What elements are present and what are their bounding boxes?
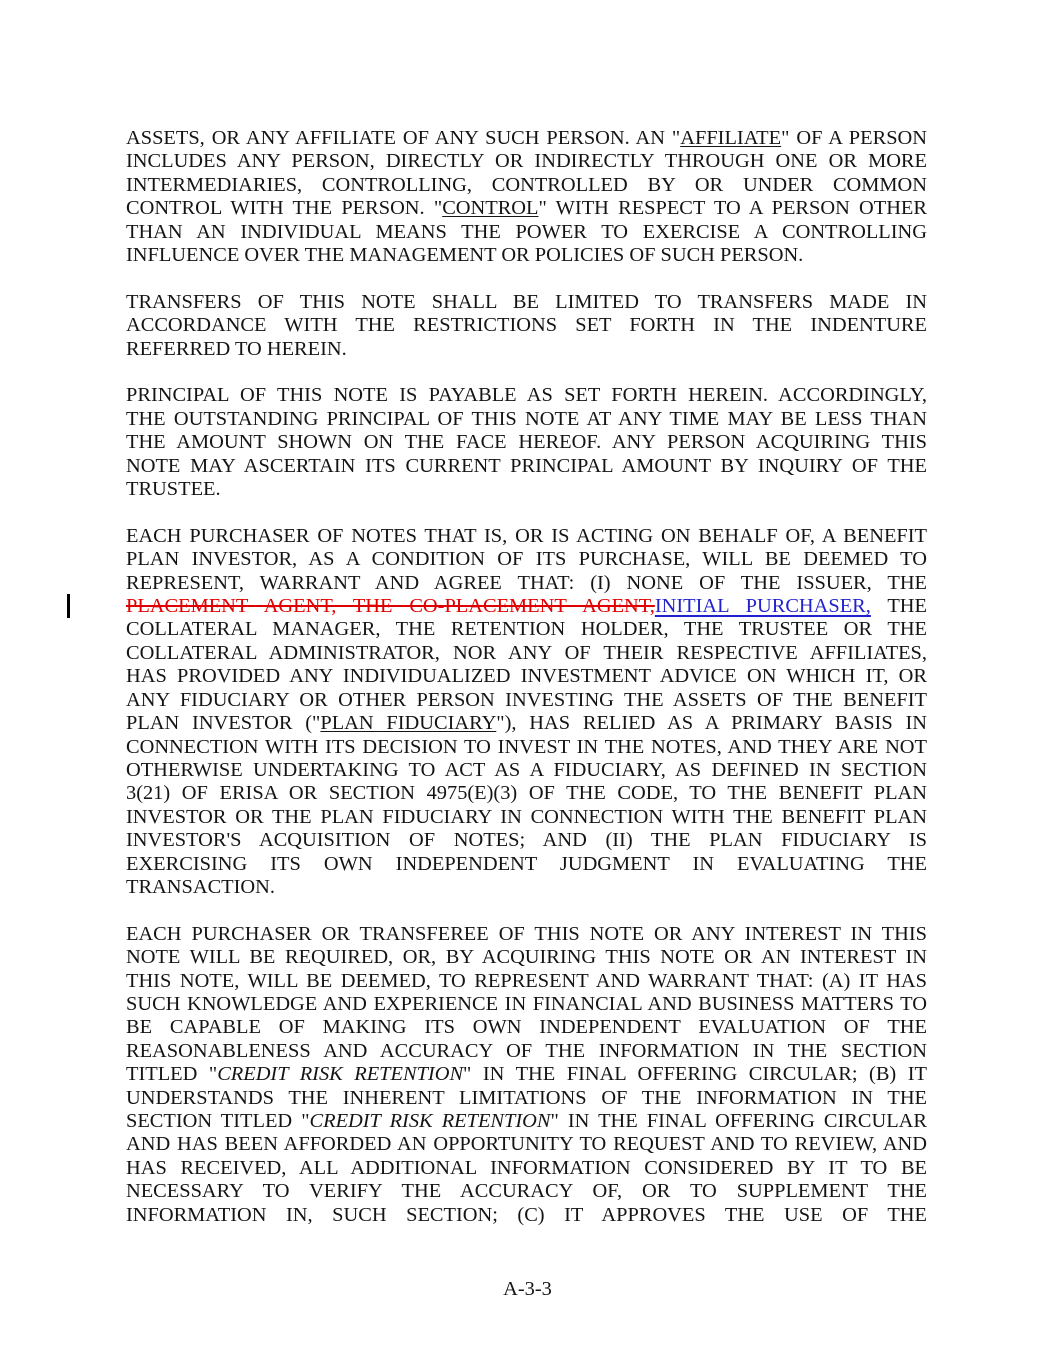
text-run: " IN THE FINAL OFFERING CIRCULAR; (B) IT bbox=[463, 1063, 927, 1086]
text-line bbox=[126, 782, 927, 805]
text-run: REPRESENT, WARRANT AND AGREE THAT: (I) NONE OF THE ISSUER, THE bbox=[126, 571, 927, 594]
text-run: TRANSFERS OF THIS NOTE SHALL BE LIMITED TO TRANSFERS MADE IN bbox=[126, 290, 927, 313]
text-run: TITLED " bbox=[126, 1063, 218, 1086]
text-line bbox=[126, 1040, 927, 1063]
text-run: ANY FIDUCIARY OR OTHER PERSON INVESTING THE ASSETS OF THE BENEFIT bbox=[126, 688, 927, 711]
text-run: REFERRED TO HEREIN. bbox=[126, 337, 347, 360]
text-line bbox=[126, 712, 927, 735]
text-run: NOTE MAY ASCERTAIN ITS CURRENT PRINCIPAL AMOUNT BY INQUIRY OF THE bbox=[126, 454, 927, 477]
text-line bbox=[126, 455, 927, 478]
text-line bbox=[126, 759, 927, 782]
text-line bbox=[126, 689, 927, 712]
text-run: ACCORDANCE WITH THE RESTRICTIONS SET FORTH IN THE INDENTURE bbox=[126, 314, 927, 337]
text-line bbox=[126, 923, 927, 946]
text-run: THE bbox=[870, 595, 927, 618]
text-line bbox=[126, 197, 927, 220]
text-run: INVESTOR OR THE PLAN FIDUCIARY IN CONNECTION WITH THE BENEFIT PLAN bbox=[126, 805, 927, 828]
text-run: AND HAS BEEN AFFORDED AN OPPORTUNITY TO REQUEST AND TO REVIEW, AND bbox=[126, 1133, 927, 1156]
text-run: "), HAS RELIED AS A PRIMARY BASIS IN bbox=[496, 712, 927, 735]
text-line bbox=[126, 665, 927, 688]
paragraph bbox=[126, 384, 927, 501]
text-run: TRANSACTION. bbox=[126, 875, 275, 898]
text-run: SUCH KNOWLEDGE AND EXPERIENCE IN FINANCIAL AND BUSINESS MATTERS TO bbox=[126, 992, 927, 1015]
text-line bbox=[126, 876, 927, 899]
text-run: INTERMEDIARIES, CONTROLLING, CONTROLLED BY OR UNDER COMMON bbox=[126, 173, 927, 196]
document-body bbox=[126, 127, 927, 1250]
text-run: INFLUENCE OVER THE MANAGEMENT OR POLICIES OF SUCH PERSON. bbox=[126, 244, 804, 267]
text-run: THIS NOTE, WILL BE DEEMED, TO REPRESENT AND WARRANT THAT: (A) IT HAS bbox=[126, 969, 927, 992]
text-run: NECESSARY TO VERIFY THE ACCURACY OF, OR TO SUPPLEMENT THE bbox=[126, 1180, 927, 1203]
text-line bbox=[126, 150, 927, 173]
defined-term: CONTROL bbox=[442, 197, 539, 220]
text-line bbox=[126, 338, 927, 361]
paragraph bbox=[126, 525, 927, 900]
text-run: SECTION TITLED " bbox=[126, 1110, 310, 1132]
text-line bbox=[126, 478, 927, 501]
text-run: 3(21) OF ERISA OR SECTION 4975(E)(3) OF THE CODE, TO THE BENEFIT PLAN bbox=[126, 782, 927, 805]
text-line bbox=[126, 314, 927, 337]
text-line bbox=[126, 174, 927, 197]
text-line bbox=[126, 384, 927, 407]
text-line bbox=[126, 408, 927, 431]
text-run: THE AMOUNT SHOWN ON THE FACE HEREOF. ANY PERSON ACQUIRING THIS bbox=[126, 431, 927, 454]
text-line bbox=[126, 1063, 927, 1086]
text-line bbox=[126, 244, 927, 267]
text-run: COLLATERAL MANAGER, THE RETENTION HOLDER, THE TRUSTEE OR THE bbox=[126, 618, 927, 641]
text-run: REASONABLENESS AND ACCURACY OF THE INFORMATION IN THE SECTION bbox=[126, 1039, 927, 1062]
text-run: PLAN INVESTOR, AS A CONDITION OF ITS PURCHASE, WILL BE DEEMED TO bbox=[126, 548, 927, 571]
revision-change-bar bbox=[67, 594, 70, 618]
italic-text: CREDIT RISK RETENTION bbox=[309, 1110, 551, 1132]
page-number: A-3-3 bbox=[503, 1278, 552, 1300]
text-run: INFORMATION IN, SUCH SECTION; (C) IT APPROVES THE USE OF THE bbox=[126, 1203, 927, 1226]
text-line bbox=[126, 291, 927, 314]
text-line bbox=[126, 221, 927, 244]
text-run: UNDERSTANDS THE INHERENT LIMITATIONS OF THE INFORMATION IN THE bbox=[126, 1086, 927, 1109]
text-run: BE CAPABLE OF MAKING ITS OWN INDEPENDENT EVALUATION OF THE bbox=[126, 1016, 927, 1039]
text-run: NOTE WILL BE REQUIRED, OR, BY ACQUIRING THIS NOTE OR AN INTEREST IN bbox=[126, 946, 927, 969]
text-line bbox=[126, 1016, 927, 1039]
text-line bbox=[126, 525, 927, 548]
text-run: " OF A PERSON bbox=[781, 127, 927, 149]
text-run: EACH PURCHASER OF NOTES THAT IS, OR IS ACTING ON BEHALF OF, A BENEFIT bbox=[126, 524, 927, 547]
text-run: INVESTOR'S ACQUISITION OF NOTES; AND (II) THE PLAN FIDUCIARY IS bbox=[126, 829, 927, 852]
text-line bbox=[126, 1157, 927, 1180]
text-run: THAN AN INDIVIDUAL MEANS THE POWER TO EXERCISE A CONTROLLING bbox=[126, 220, 927, 243]
paragraph bbox=[126, 291, 927, 361]
text-line bbox=[126, 736, 927, 759]
text-line bbox=[126, 1110, 927, 1133]
text-run: " WITH RESPECT TO A PERSON OTHER bbox=[538, 197, 927, 220]
text-line bbox=[126, 618, 927, 641]
text-line bbox=[126, 127, 927, 150]
text-line bbox=[126, 853, 927, 876]
text-line bbox=[126, 829, 927, 852]
text-run: PRINCIPAL OF THIS NOTE IS PAYABLE AS SET FORTH HEREIN. ACCORDINGLY, bbox=[126, 384, 927, 407]
deleted-text: PLACEMENT AGENT, THE CO-PLACEMENT AGENT, bbox=[126, 595, 655, 618]
text-run: CONNECTION WITH ITS DECISION TO INVEST IN THE NOTES, AND THEY ARE NOT bbox=[126, 735, 927, 758]
text-run: " IN THE FINAL OFFERING CIRCULAR bbox=[550, 1110, 927, 1132]
text-line bbox=[126, 431, 927, 454]
text-run: ASSETS, OR ANY AFFILIATE OF ANY SUCH PERSON. AN " bbox=[126, 127, 681, 149]
defined-term: AFFILIATE bbox=[680, 127, 782, 149]
text-run: INCLUDES ANY PERSON, DIRECTLY OR INDIRECTLY THROUGH ONE OR MORE bbox=[126, 150, 927, 173]
text-run: EACH PURCHASER OR TRANSFEREE OF THIS NOTE OR ANY INTEREST IN THIS bbox=[126, 922, 927, 945]
defined-term: PLAN FIDUCIARY bbox=[320, 712, 497, 735]
text-run: TRUSTEE. bbox=[126, 478, 221, 501]
text-line bbox=[126, 1087, 927, 1110]
text-line bbox=[126, 993, 927, 1016]
text-line bbox=[126, 1204, 927, 1227]
text-line bbox=[126, 1180, 927, 1203]
text-run: COLLATERAL ADMINISTRATOR, NOR ANY OF THEIR RESPECTIVE AFFILIATES, bbox=[126, 641, 927, 664]
text-run: CONTROL WITH THE PERSON. " bbox=[126, 197, 443, 220]
text-run: PLAN INVESTOR (" bbox=[126, 712, 321, 735]
paragraph bbox=[126, 127, 927, 267]
text-line bbox=[126, 946, 927, 969]
text-line bbox=[126, 1133, 927, 1156]
italic-text: CREDIT RISK RETENTION bbox=[217, 1063, 464, 1086]
inserted-text: INITIAL PURCHASER, bbox=[654, 595, 871, 618]
text-line bbox=[126, 642, 927, 665]
text-run: HAS RECEIVED, ALL ADDITIONAL INFORMATION CONSIDERED BY IT TO BE bbox=[126, 1156, 927, 1179]
text-line bbox=[126, 595, 927, 618]
text-line bbox=[126, 548, 927, 571]
text-run: HAS PROVIDED ANY INDIVIDUALIZED INVESTMENT ADVICE ON WHICH IT, OR bbox=[126, 665, 927, 688]
text-run: EXERCISING ITS OWN INDEPENDENT JUDGMENT IN EVALUATING THE bbox=[126, 852, 927, 875]
text-run: OTHERWISE UNDERTAKING TO ACT AS A FIDUCIARY, AS DEFINED IN SECTION bbox=[126, 758, 927, 781]
text-run: THE OUTSTANDING PRINCIPAL OF THIS NOTE AT ANY TIME MAY BE LESS THAN bbox=[126, 407, 927, 430]
text-line bbox=[126, 970, 927, 993]
text-line bbox=[126, 572, 927, 595]
paragraph bbox=[126, 923, 927, 1227]
text-line bbox=[126, 806, 927, 829]
